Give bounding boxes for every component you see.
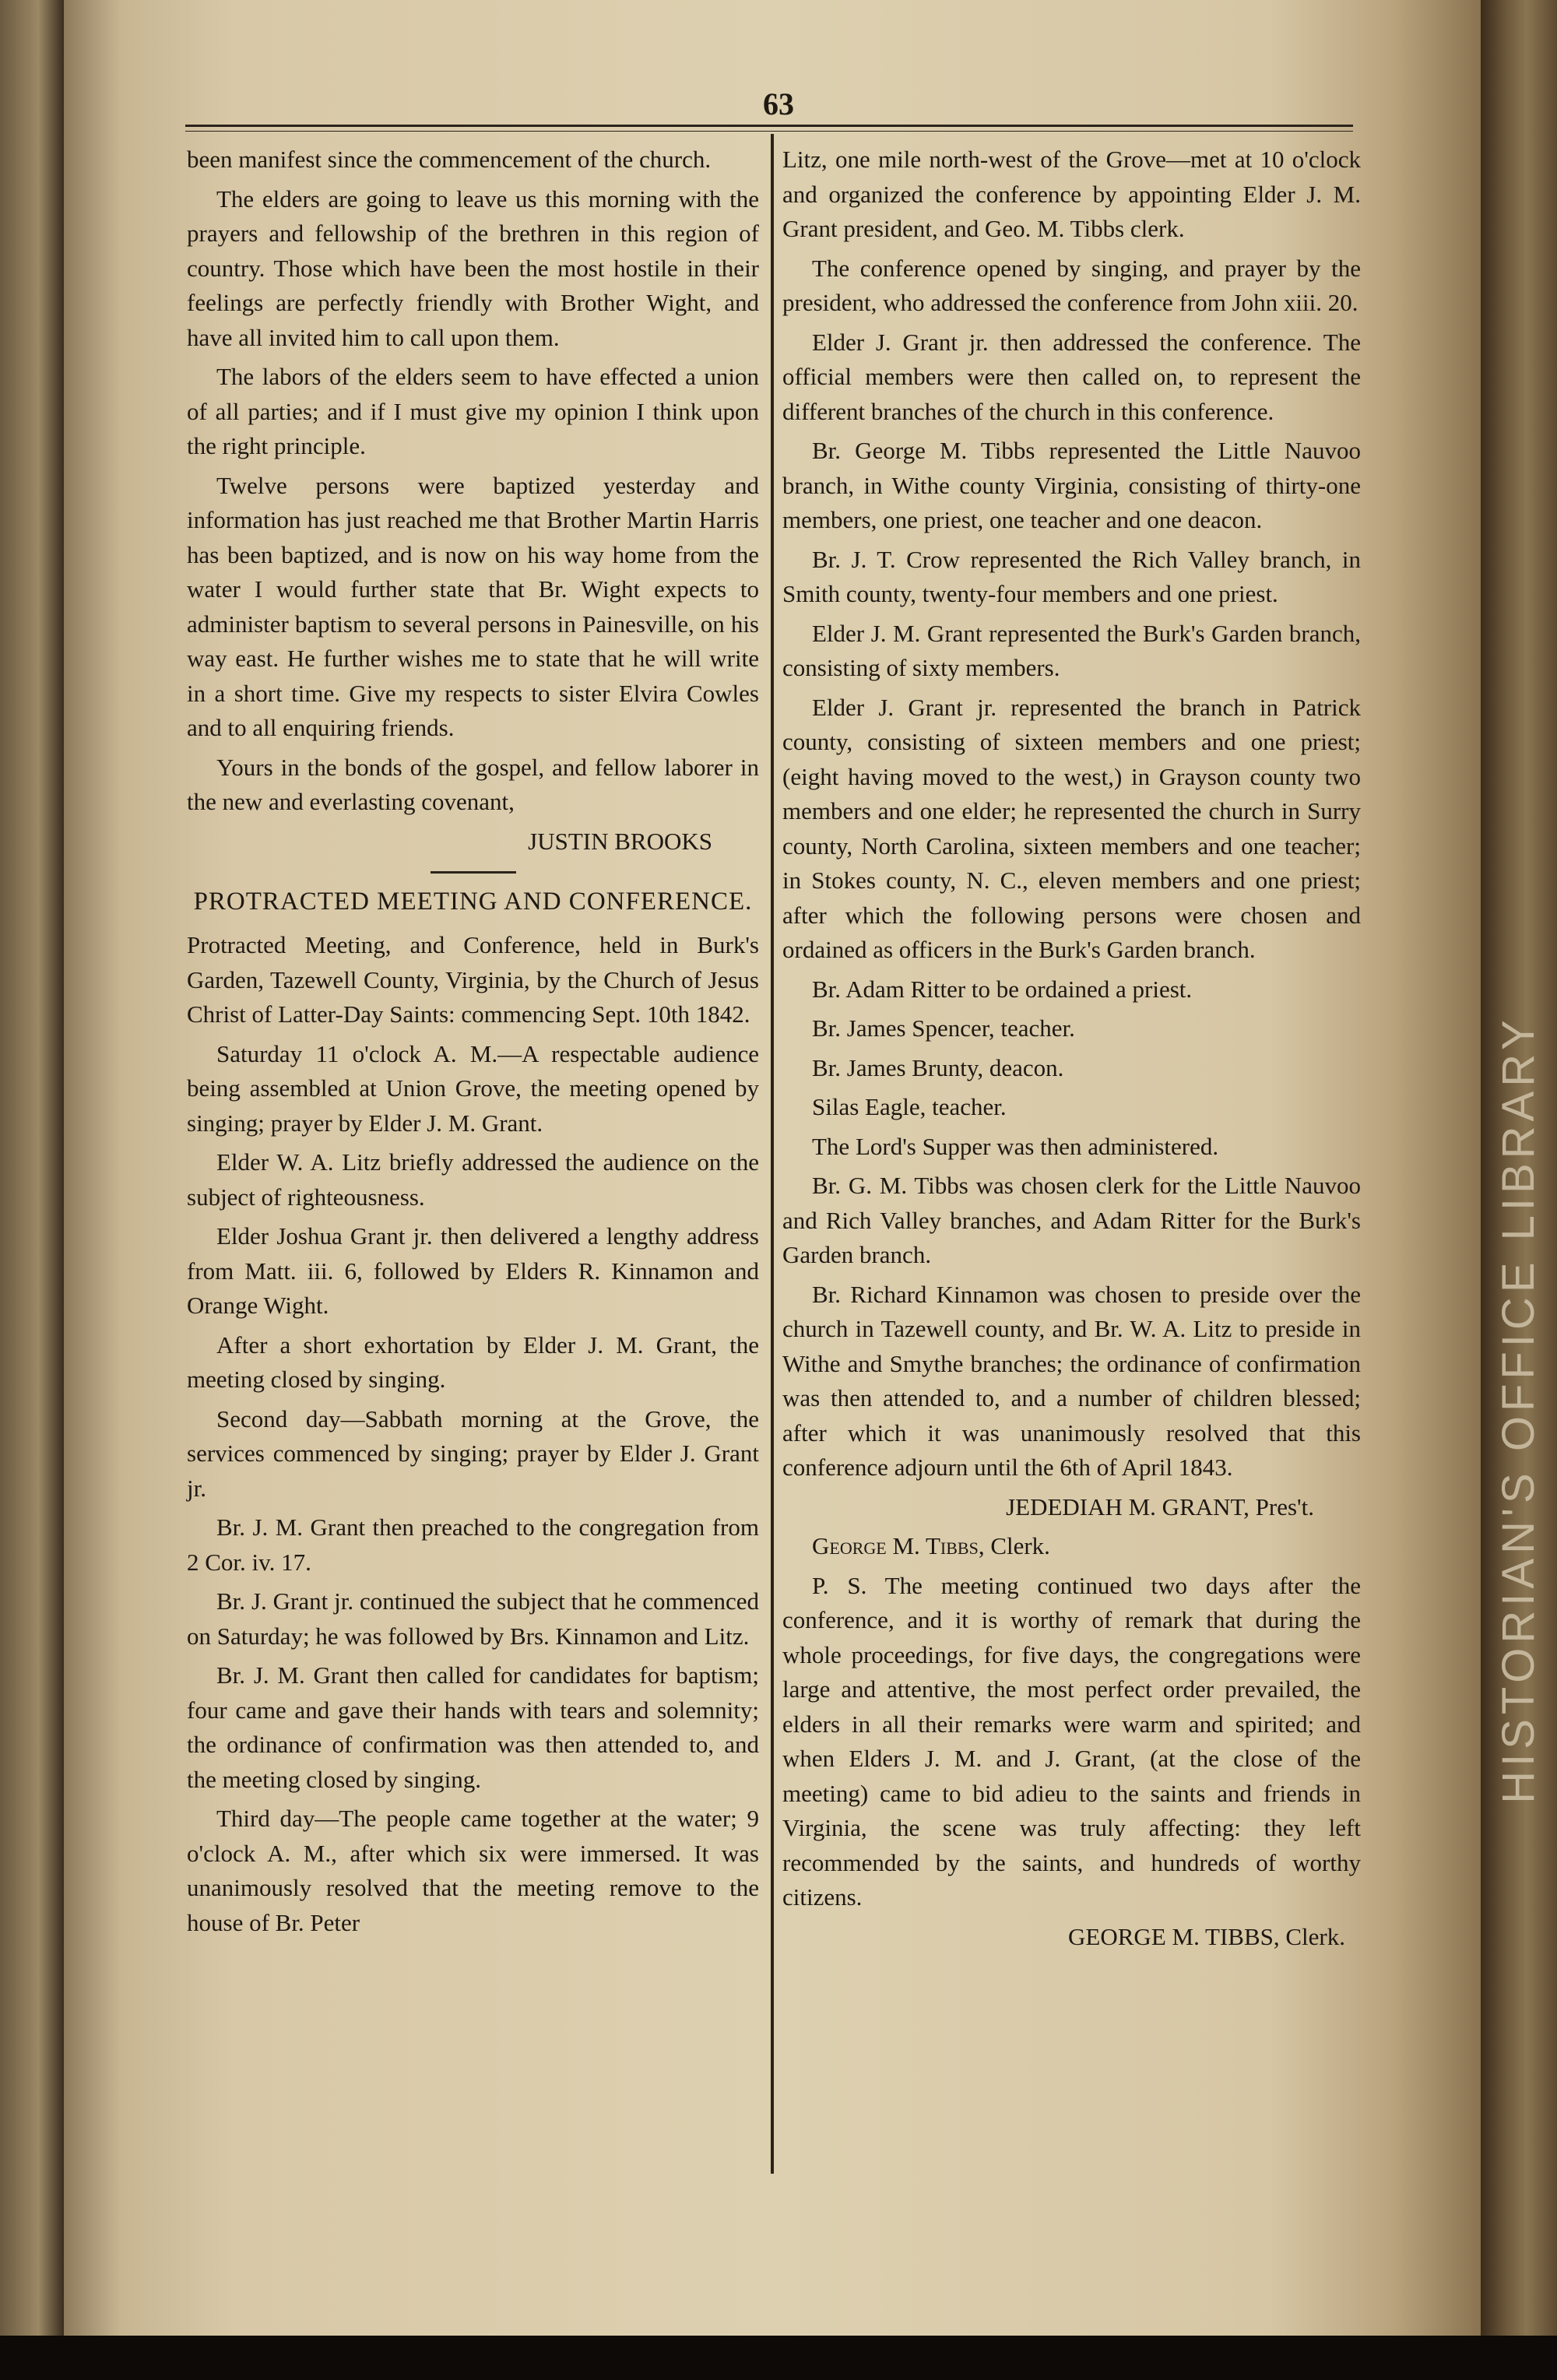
paragraph: Protracted Meeting, and Conference, held in Burk's Garden, Tazewell County, Virginia, by the Church of Jesus Christ of Latter-Day Saints: commencing Sept. 10th 1842. bbox=[187, 931, 759, 1028]
paragraph: Elder Joshua Grant jr. then delivered a lengthy address from Matt. iii. 6, followed by Elders R. Kinnamon and Orange Wight. bbox=[187, 1222, 759, 1319]
clerk-signature bbox=[782, 1529, 1361, 1564]
paragraph: Br. George M. Tibbs represented the Little Nauvoo branch, in Withe county Virginia, consisting of thirty-one members, one priest, one teacher and one deacon. bbox=[782, 437, 1361, 533]
president-signature: JEDEDIAH M. GRANT, Pres't. bbox=[1006, 1492, 1314, 1520]
paragraph: The labors of the elders seem to have effected a union of all parties; and if I must give my opinion I think upon the right principle. bbox=[187, 363, 759, 459]
paragraph: Elder W. A. Litz briefly addressed the audience on the subject of righteousness. bbox=[187, 1148, 759, 1211]
paragraph: The elders are going to leave us this morning with the prayers and fellowship of the brethren in this region of country. Those which have been the most hostile in their feelings are perfectly friendly with Brother Wight, and have all invited him to call upon them. bbox=[187, 185, 759, 351]
paragraph: Elder J. Grant jr. represented the branch in Patrick county, consisting of sixteen members and one priest; (eight having moved to the west,) in Grayson county two members and one elder; he represented the church in Surry county, North Carolina, sixteen members and one teacher; in Stokes county, N. C., eleven members and one priest; after which the following persons were chosen and ordained as officers in the Burk's Garden branch. bbox=[782, 693, 1361, 963]
officer-entry: Br. James Spencer, teacher. bbox=[812, 1014, 1075, 1042]
officer-entry: Br. Adam Ritter to be ordained a priest. bbox=[812, 975, 1193, 1003]
section-heading: PROTRACTED MEETING AND CONFERENCE. bbox=[193, 888, 753, 916]
paragraph: Litz, one mile north-west of the Grove—met at 10 o'clock and organized the conference by appointing Elder J. M. Grant president, and Geo. M. Tibbs clerk. bbox=[782, 146, 1361, 242]
paragraph: The Lord's Supper was then administered. bbox=[812, 1132, 1219, 1160]
facing-page-edge bbox=[0, 0, 64, 2336]
paragraph: Twelve persons were baptized yesterday and information has just reached me that Brother Martin Harris has been baptized, and is now on his way home from the water I would further state that Br. Wight expects to administer baptism to several persons in Painesville, on his way east. He further wishes me to state that he will write in a short time. Give my respects to sister Elvira Cowles and to all enquiring friends. bbox=[187, 471, 759, 741]
paragraph: Br. G. M. Tibbs was chosen clerk for the Little Nauvoo and Rich Valley branches, and Adam Ritter for the Burk's Garden branch. bbox=[782, 1172, 1361, 1268]
section-rule bbox=[431, 871, 516, 874]
officer-entry: Br. James Brunty, deacon. bbox=[812, 1053, 1064, 1081]
clerk-name: George M. Tibbs bbox=[812, 1532, 979, 1559]
page-number: 63 bbox=[763, 86, 794, 121]
paragraph: Br. J. M. Grant then called for candidates for baptism; four came and gave their hands with tears and solemnity; the ordinance of confirmation was then attended to, and the meeting closed by singing. bbox=[187, 1661, 759, 1793]
paragraph: Elder J. Grant jr. then addressed the conference. The official members were then called on, to represent the different branches of the church in this conference. bbox=[782, 328, 1361, 425]
paragraph: Elder J. M. Grant represented the Burk's Garden branch, consisting of sixty members. bbox=[782, 619, 1361, 681]
column-divider bbox=[771, 134, 774, 2174]
paragraph: Saturday 11 o'clock A. M.—A respectable audience being assembled at Union Grove, the meeting opened by singing; prayer by Elder J. M. Grant. bbox=[187, 1039, 759, 1137]
paragraph: Br. J. M. Grant then preached to the congregation from 2 Cor. iv. 17. bbox=[187, 1513, 759, 1576]
clerk-title: , Clerk. bbox=[978, 1532, 1050, 1559]
final-signature: GEORGE M. TIBBS, Clerk. bbox=[1068, 1922, 1345, 1950]
spine-label bbox=[1483, 903, 1553, 1915]
paragraph: Br. Richard Kinnamon was chosen to preside over the church in Tazewell county, and Br. W. A. Litz to preside in Withe and Smythe branches; the ordinance of confirmation was then attended to, and a number of children blessed; after which it was unanimously resolved that this conference adjourn until the 6th of April 1843. bbox=[782, 1280, 1361, 1481]
header-rule bbox=[185, 125, 1353, 132]
officer-entry: Silas Eagle, teacher. bbox=[812, 1093, 1007, 1120]
paragraph: Yours in the bonds of the gospel, and fellow laborer in the new and everlasting covenant, bbox=[187, 753, 759, 815]
paragraph: Br. J. Grant jr. continued the subject that he commenced on Saturday; he was followed by Brs. Kinnamon and Litz. bbox=[187, 1587, 759, 1650]
bottom-edge bbox=[0, 2336, 1557, 2380]
paragraph: After a short exhortation by Elder J. M. Grant, the meeting closed by singing. bbox=[187, 1331, 759, 1393]
right-column bbox=[782, 142, 1361, 1959]
postscript: P. S. The meeting continued two days after the conference, and it is worthy of remark that during the whole proceedings, for five days, the congregations were large and attentive, the most perfect order prevailed, the elders in all their remarks were warm and spirited; and when Elders J. M. and J. Grant, (at the close of the meeting) came to bid adieu to the saints and friends in Virginia, the scene was truly affecting: they left recommended by the saints, and hundreds of worthy citizens. bbox=[782, 1571, 1361, 1911]
left-column bbox=[187, 142, 759, 1945]
spine-label-text: HISTORIAN'S OFFICE LIBRARY bbox=[1492, 1014, 1544, 1804]
paragraph: Third day—The people came together at the water; 9 o'clock A. M., after which six were immersed. It was unanimously resolved that the meeting remove to the house of Br. Peter bbox=[187, 1805, 759, 1936]
paragraph: Second day—Sabbath morning at the Grove, the services commenced by singing; prayer by Elder J. Grant jr. bbox=[187, 1404, 759, 1502]
paragraph: been manifest since the commencement of the church. bbox=[187, 146, 712, 173]
letter-signature: JUSTIN BROOKS bbox=[528, 827, 712, 855]
paragraph: Br. J. T. Crow represented the Rich Valley branch, in Smith county, twenty-four members and one priest. bbox=[782, 545, 1361, 607]
paragraph: The conference opened by singing, and prayer by the president, who addressed the conference from John xiii. 20. bbox=[782, 254, 1361, 316]
